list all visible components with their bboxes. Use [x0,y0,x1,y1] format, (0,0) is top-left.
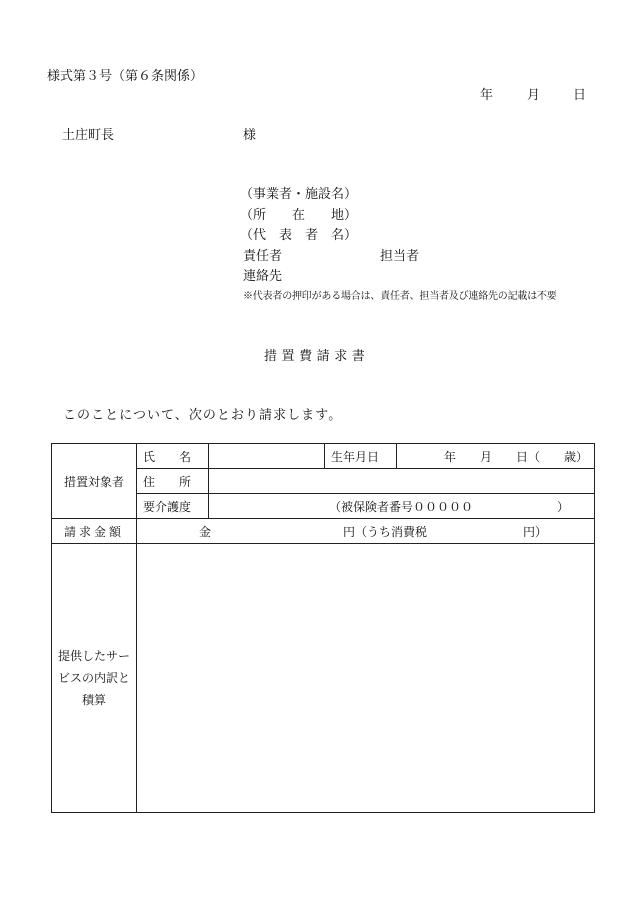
addressee-honorific: 様 [243,128,257,143]
applicant-person-in-charge: 担当者 [380,249,420,264]
applicant-contact: 連絡先 [243,269,283,284]
form-number: 様式第３号（第６条関係） [47,69,204,84]
name-field[interactable] [209,444,325,469]
date-month: 月 [527,88,541,103]
table-row [52,444,595,469]
birth-date-field[interactable]: 年 月 日（ 歳） [397,444,595,469]
billing-form-table [51,443,595,813]
applicant-responsible-person: 責任者 [243,249,283,264]
name-label: 氏 名 [137,444,209,469]
applicant-representative: （代 表 者 名） [240,228,358,243]
insured-number-field[interactable]: （被保険者番号０００００ ） [209,494,595,519]
care-level-label: 要介護度 [137,494,209,519]
applicant-business-name: （事業者・施設名） [240,187,358,202]
date-day: 日 [573,88,587,103]
amount-label: 請求金額 [52,519,137,544]
address-field[interactable] [209,469,595,494]
applicant-note: ※代表者の押印がある場合は、責任者、担当者及び連絡先の記載は不要 [243,291,557,302]
table-row [52,544,595,813]
birth-date-label: 生年月日 [325,444,397,469]
date-year: 年 [480,88,494,103]
table-row [52,519,595,544]
intro-sentence: このことについて、次のとおり請求します。 [63,408,343,423]
addressee-title: 土庄町長 [62,128,115,143]
target-person-label: 措置対象者 [52,444,137,519]
service-breakdown-label: 提供したサービスの内訳と積算 [52,544,137,813]
service-breakdown-field[interactable] [137,544,595,813]
amount-field[interactable]: 金 円（うち消費税 円） [137,519,595,544]
applicant-address: （所 在 地） [240,208,358,223]
document-title: 措置費請求書 [264,349,370,364]
address-label: 住 所 [137,469,209,494]
